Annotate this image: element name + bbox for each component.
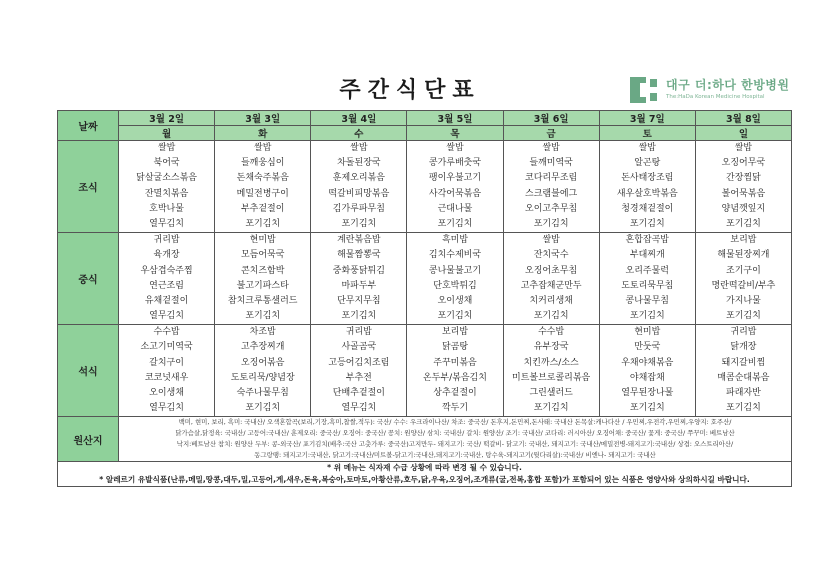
- menu-item: 팽이우불고기: [428, 173, 482, 184]
- menu-item: 마파두부: [341, 280, 377, 291]
- menu-item: 도토리묵무침: [621, 280, 674, 291]
- menu-item: 보리밥: [441, 327, 469, 338]
- menu-item: 파래자반: [726, 388, 761, 398]
- menu-item: 포기김치: [341, 311, 377, 322]
- menu-cell: [215, 141, 311, 233]
- logo-name-ko: 대구 더:하다 한방병원: [666, 78, 790, 93]
- menu-item: 그린샐러드: [529, 388, 573, 398]
- menu-item: 해물된장찌개: [717, 250, 770, 261]
- meal-row-dinner: [58, 325, 792, 417]
- menu-item: 잔멸치볶음: [144, 188, 189, 199]
- menu-item: 모듬어묵국: [240, 250, 285, 261]
- meal-label: 조식: [58, 141, 119, 233]
- menu-item: 야채잡채: [629, 372, 665, 383]
- menu-item: 차조밥: [249, 327, 276, 338]
- menu-item: 오이생채: [149, 388, 184, 398]
- menu-item: 오이생채: [437, 295, 473, 306]
- menu-item: 콘치즈함박: [240, 265, 285, 276]
- menu-cell: [119, 325, 215, 417]
- origin-label: 원산지: [58, 417, 119, 462]
- menu-item: 중화풍닭튀김: [332, 265, 385, 276]
- meal-row-lunch: [58, 233, 792, 325]
- menu-item: 치커리생채: [529, 295, 573, 306]
- menu-item: 코코넛새우: [144, 372, 189, 383]
- menu-item: 메밀전병구이: [236, 188, 289, 199]
- menu-item: 참치크루통샐러드: [227, 295, 298, 306]
- menu-item: 호박나물: [149, 203, 184, 214]
- menu-item: 수수밥: [538, 327, 565, 338]
- menu-item: 유부장국: [533, 342, 569, 353]
- meal-row-breakfast: [58, 141, 792, 233]
- menu-item: 해물짬뽕국: [337, 250, 381, 261]
- menu-item: 떡갈비피망볶음: [328, 188, 390, 199]
- menu-cell: [503, 325, 599, 417]
- menu-item: 콩나물불고기: [428, 265, 482, 276]
- menu-item: 육개장: [153, 250, 180, 261]
- menu-item: 명란떡갈비/부추: [711, 280, 776, 291]
- menu-item: 들깨웅심이: [240, 158, 285, 169]
- menu-item: 쌀밥: [542, 235, 560, 246]
- menu-cell: [119, 141, 215, 233]
- menu-item: 귀리밥: [153, 235, 180, 246]
- menu-item: 들깨미역국: [529, 158, 573, 169]
- menu-item: 우삼겹숙주찜: [140, 265, 193, 276]
- menu-item: 상추겉절이: [433, 388, 477, 398]
- menu-item: 포기김치: [629, 218, 665, 229]
- menu-item: 고추잡채군만두: [520, 280, 582, 291]
- menu-item: 쌀밥: [446, 143, 464, 153]
- menu-item: 콩나물무침: [625, 295, 670, 306]
- menu-item: 단무지무침: [337, 295, 381, 306]
- menu-item: 닭살굴소스볶음: [136, 173, 197, 184]
- menu-item: 현미밥: [634, 327, 661, 338]
- menu-item: 만둣국: [634, 342, 661, 353]
- page-title: 주간식단표: [339, 78, 481, 103]
- menu-item: 닭곰탕: [441, 342, 469, 353]
- notes: [58, 462, 792, 487]
- menu-item: 열무김치: [341, 403, 377, 414]
- menu-item: 돼지갈비찜: [721, 357, 766, 368]
- menu-item: 포기김치: [726, 218, 761, 229]
- menu-item: 가지나물: [726, 295, 761, 306]
- menu-item: 콩가루배춧국: [428, 158, 482, 169]
- menu-item: 계란볶음밥: [337, 235, 381, 246]
- hospital-logo: [630, 76, 789, 104]
- menu-item: 유채겉절이: [144, 295, 189, 306]
- menu-item: 고등어김치조림: [328, 357, 390, 368]
- menu-cell: [407, 233, 503, 325]
- menu-item: 오징어무국: [721, 158, 766, 169]
- menu-item: 쌀밥: [542, 143, 560, 153]
- origin-line: 낙지:베트남산 참치: 원양산 두부: 콩-외국산/ 포기김치(배추:국산 고춧가루: 중국산)고지만두- 돼지고기: 국산/ 떡갈비- 닭고기: 국내산, 돼지고기: 국내산/메밀전병-돼지고기:국내산/ 상겹: 오스트리아산/: [176, 440, 734, 449]
- menu-item: 간장찜닭: [726, 173, 761, 184]
- date-header: 3월 6일: [503, 111, 599, 126]
- menu-item: 단배추겉절이: [332, 388, 385, 398]
- menu-item: 현미밥: [249, 235, 276, 246]
- menu-item: 쌀밥: [254, 143, 272, 153]
- menu-change-note: * 위 메뉴는 식자재 수급 상황에 따라 변경 될 수 있습니다.: [327, 463, 522, 473]
- menu-item: 불고기파스타: [236, 280, 289, 291]
- date-header: 3월 7일: [599, 111, 695, 126]
- menu-item: 포기김치: [245, 311, 281, 322]
- hospital-logo-icon: [630, 77, 658, 103]
- menu-item: 북어국: [153, 158, 180, 169]
- menu-item: 쌀밥: [157, 143, 176, 153]
- menu-item: 포기김치: [629, 403, 665, 414]
- menu-item: 코다리무조림: [525, 173, 578, 184]
- menu-item: 부대찌개: [629, 250, 665, 261]
- menu-item: 스크램블에그: [525, 188, 578, 199]
- menu-cell: [599, 325, 695, 417]
- menu-item: 포기김치: [245, 403, 281, 414]
- menu-item: 갈치구이: [149, 357, 184, 368]
- menu-item: 사골곰국: [341, 342, 377, 353]
- origin-info: [119, 417, 792, 462]
- date-header-row: [58, 111, 792, 126]
- menu-item: 잔치국수: [533, 250, 569, 261]
- origin-row: [58, 417, 792, 462]
- menu-item: 양념깻잎지: [721, 203, 766, 214]
- menu-item: 포기김치: [533, 403, 569, 414]
- menu-cell: [599, 141, 695, 233]
- menu-item: 포기김치: [726, 311, 761, 322]
- origin-line: 닭가슴살,닭정육: 국내산/ 고등어:국내산/ 훈제오리: 중국산/ 오징어: 중국산/ 꽁치: 원양산/ 삼치: 국내산/ 갈치: 원양산/ 조기: 국내산/ 코다리: 러시아산/ 오징어채: 중국산/ 꽃게: 중국산/ 쭈꾸미: 베트남산: [175, 429, 735, 438]
- logo-name-en: The:HaDa Korean Medicine Hospital: [666, 94, 765, 101]
- menu-item: 오징어볶음: [240, 357, 285, 368]
- menu-item: 돈채숙주볶음: [236, 173, 289, 184]
- menu-cell: [407, 141, 503, 233]
- weekday-header-row: [58, 126, 792, 141]
- menu-cell: [695, 325, 791, 417]
- menu-item: 훈제오리볶음: [332, 173, 385, 184]
- menu-cell: [407, 325, 503, 417]
- menu-item: 연근조림: [149, 280, 184, 291]
- menu-cell: [215, 233, 311, 325]
- menu-cell: [311, 325, 407, 417]
- date-header: 3월 3일: [215, 111, 311, 126]
- meal-label: 석식: [58, 325, 119, 417]
- menu-item: 알곤탕: [634, 158, 661, 169]
- weekday-header: 목: [407, 126, 503, 141]
- date-header: 3월 5일: [407, 111, 503, 126]
- date-header: 3월 2일: [119, 111, 215, 126]
- menu-item: 포기김치: [726, 403, 761, 414]
- menu-item: 치킨까스/소스: [523, 357, 579, 368]
- date-label: 날짜: [58, 111, 119, 141]
- menu-cell: [311, 141, 407, 233]
- menu-item: 오이고추무침: [525, 203, 578, 214]
- weekly-menu-table: [57, 110, 792, 487]
- date-header: 3월 8일: [695, 111, 791, 126]
- menu-item: 단호박튀김: [433, 280, 477, 291]
- menu-item: 오리주물럭: [625, 265, 670, 276]
- weekday-header: 토: [599, 126, 695, 141]
- menu-item: 포기김치: [341, 218, 377, 229]
- menu-item: 새우살호박볶음: [616, 188, 678, 199]
- menu-item: 포기김치: [629, 311, 665, 322]
- menu-cell: [311, 233, 407, 325]
- menu-item: 청경채겉절이: [621, 203, 674, 214]
- menu-item: 매콤순대볶음: [717, 372, 770, 383]
- menu-item: 깍두기: [441, 403, 469, 414]
- weekday-header: 화: [215, 126, 311, 141]
- menu-item: 포기김치: [245, 218, 281, 229]
- date-header: 3월 4일: [311, 111, 407, 126]
- menu-item: 온두부/볶음김치: [423, 372, 487, 383]
- menu-cell: [215, 325, 311, 417]
- menu-item: 조기구이: [726, 265, 761, 276]
- menu-cell: [599, 233, 695, 325]
- menu-item: 차돌된장국: [337, 158, 381, 169]
- notes-row: [58, 462, 792, 487]
- menu-item: 김가루파무침: [332, 203, 385, 214]
- menu-item: 부추전: [345, 372, 372, 383]
- allergy-note: * 알레르기 유발식품(난류,메밀,땅콩,대두,밀,고등어,게,새우,돈육,복숭아,토마토,아황산류,호두,닭,우육,오징어,조개류(굴,전복,홍합 포함)가 포함되어 있는 식품은 영양사와 상의하시길 바랍니다.: [99, 475, 750, 485]
- menu-item: 흑미밥: [441, 235, 469, 246]
- weekday-header: 일: [695, 126, 791, 141]
- menu-item: 김치수제비국: [428, 250, 482, 261]
- menu-item: 포기김치: [533, 311, 569, 322]
- menu-item: 보리밥: [730, 235, 757, 246]
- menu-cell: [119, 233, 215, 325]
- menu-item: 오징어초무침: [525, 265, 578, 276]
- menu-item: 닭개장: [730, 342, 757, 353]
- menu-item: 열무김치: [149, 218, 184, 229]
- menu-item: 열무김치: [149, 311, 184, 322]
- weekday-header: 금: [503, 126, 599, 141]
- menu-item: 고추장찌개: [240, 342, 285, 353]
- weekday-header: 월: [119, 126, 215, 141]
- origin-line: 동그랑땡: 돼지고기:국내산, 닭고기:국내산/미트볼-닭고기:국내산,돼지고기:국내산, 탕수육-돼지고기(뒷다리살):국내산/ 비엔나- 돼지고기: 국내산: [254, 451, 656, 460]
- menu-item: 쌀밥: [638, 143, 656, 153]
- weekday-header: 수: [311, 126, 407, 141]
- menu-item: 포기김치: [533, 218, 569, 229]
- menu-item: 숙주나물무침: [236, 388, 289, 398]
- menu-item: 쌀밥: [734, 143, 753, 153]
- menu-item: 수수밥: [153, 327, 180, 338]
- menu-item: 포기김치: [437, 311, 473, 322]
- menu-item: 귀리밥: [730, 327, 757, 338]
- menu-item: 돈사태장조림: [621, 173, 674, 184]
- menu-item: 주꾸미볶음: [433, 357, 477, 368]
- menu-item: 귀리밥: [345, 327, 372, 338]
- menu-cell: [503, 233, 599, 325]
- menu-item: 우채야채볶음: [621, 357, 674, 368]
- menu-item: 미트볼브로콜리볶음: [512, 372, 591, 383]
- menu-item: 볼어묵볶음: [721, 188, 766, 199]
- menu-item: 부추겉절이: [240, 203, 285, 214]
- menu-item: 쌀밥: [350, 143, 368, 153]
- menu-cell: [503, 141, 599, 233]
- menu-cell: [695, 233, 791, 325]
- menu-item: 열무된장나물: [621, 388, 674, 398]
- meal-label: 중식: [58, 233, 119, 325]
- menu-item: 포기김치: [437, 218, 473, 229]
- menu-item: 혼합잡곡밥: [625, 235, 670, 246]
- menu-item: 열무김치: [149, 403, 184, 414]
- origin-line: 백미, 현미, 보리, 흑미: 국내산/ 오색혼합곡(보리,기장,흑미,찹쌀,적두): 국산/ 수수: 우크라이나산/ 차조: 중국산/ 돈후지,돈민찌,돈사태: 국내산 돈목살:캐나다산 / 우민찌,우전각,우민찌,우양지: 호주산/: [178, 418, 732, 427]
- menu-item: 소고기미역국: [140, 342, 193, 353]
- menu-item: 사각어묵볶음: [428, 188, 482, 199]
- menu-item: 도토리묵/양념장: [230, 372, 295, 383]
- menu-item: 근대나물: [437, 203, 473, 214]
- menu-cell: [695, 141, 791, 233]
